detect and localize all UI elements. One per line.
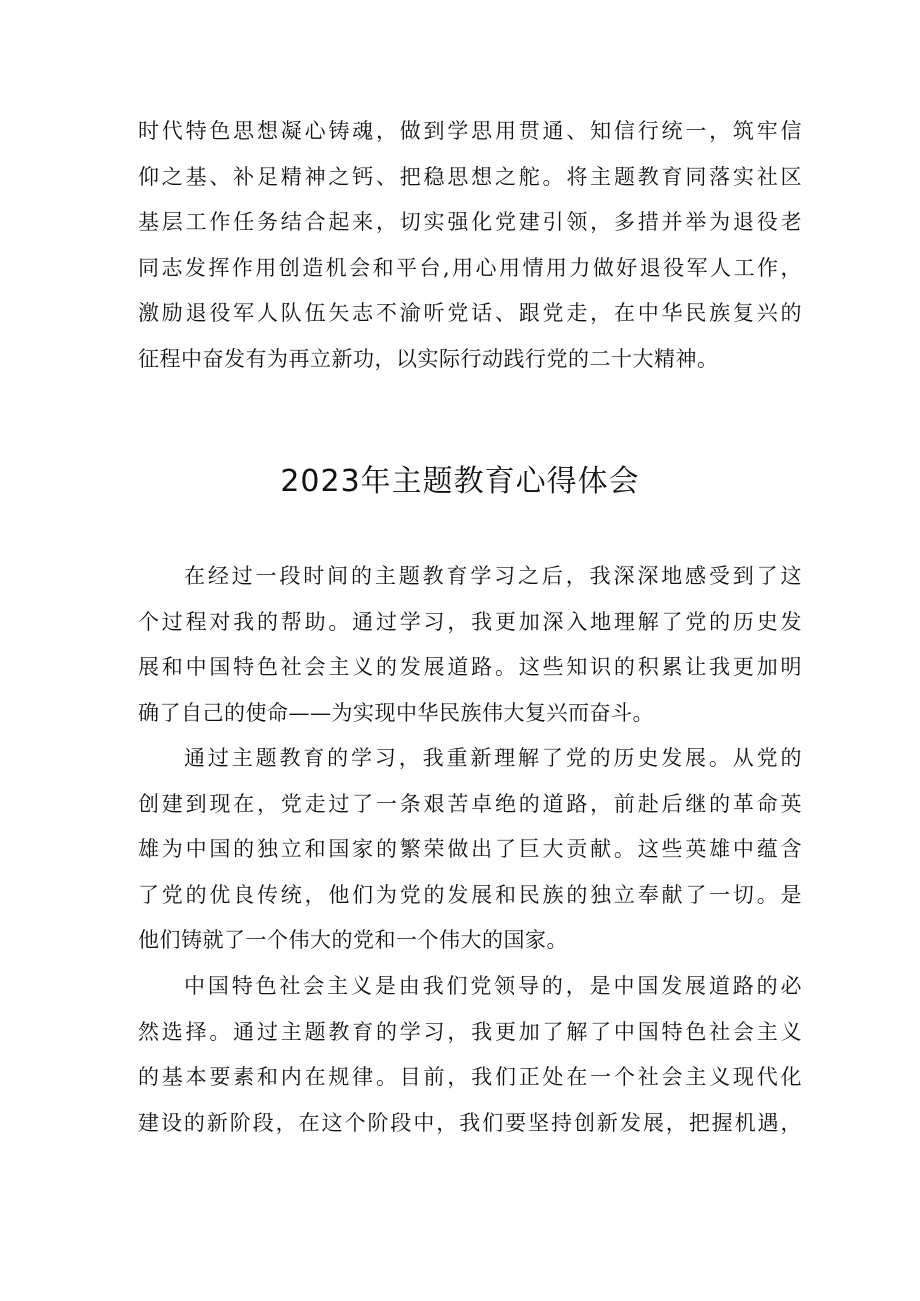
intro-line: 同志发挥作用创造机会和平台,用心用情用力做好退役军人工作， [138, 255, 802, 280]
intro-line: 基层工作任务结合起来，切实强化党建引领，多措并举为退役老 [138, 210, 802, 234]
paragraph-3 [138, 964, 802, 1146]
intro-paragraph [138, 109, 802, 382]
paragraph-2 [138, 736, 802, 964]
paragraph-line: 中国特色社会主义是由我们党领导的，是中国发展道路的必 [184, 974, 802, 998]
paragraph-line: 他们铸就了一个伟大的党和一个伟大的国家。 [138, 928, 568, 952]
document-title: 2023年主题教育心得体会 [280, 464, 640, 499]
paragraph-line: 在经过一段时间的主题教育学习之后，我深深地感受到了这 [184, 564, 802, 588]
intro-line: 激励退役军人队伍矢志不渝听党话、跟党走，在中华民族复兴的 [138, 301, 802, 325]
intro-line: 仰之基、补足精神之钙、把稳思想之舵。将主题教育同落实社区 [138, 164, 802, 189]
paragraph-line: 展和中国特色社会主义的发展道路。这些知识的积累让我更加明 [138, 655, 802, 679]
intro-line: 征程中奋发有为再立新功，以实际行动践行党的二十大精神。 [138, 346, 719, 371]
paragraph-line: 通过主题教育的学习，我重新理解了党的历史发展。从党的 [184, 746, 802, 770]
intro-line: 时代特色思想凝心铸魂，做到学思用贯通、知信行统一，筑牢信 [138, 119, 802, 143]
paragraph-line: 雄为中国的独立和国家的繁荣做出了巨大贡献。这些英雄中蕴含 [138, 837, 802, 861]
paragraph-line: 了党的优良传统，他们为党的发展和民族的独立奉献了一切。是 [138, 882, 802, 907]
paragraph-line: 创建到现在，党走过了一条艰苦卓绝的道路，前赴后继的革命英 [138, 791, 802, 816]
paragraph-line: 的基本要素和内在规律。目前，我们正处在一个社会主义现代化 [138, 1065, 802, 1089]
paragraph-line: 个过程对我的帮助。通过学习，我更加深入地理解了党的历史发 [138, 609, 802, 634]
paragraph-line: 建设的新阶段，在这个阶段中，我们要坚持创新发展，把握机遇， [138, 1110, 802, 1135]
paragraph-line: 然选择。通过主题教育的学习，我更加了解了中国特色社会主义 [138, 1019, 802, 1044]
paragraph-1 [138, 554, 802, 736]
paragraph-line: 确了自己的使命——为实现中华民族伟大复兴而奋斗。 [138, 700, 654, 725]
